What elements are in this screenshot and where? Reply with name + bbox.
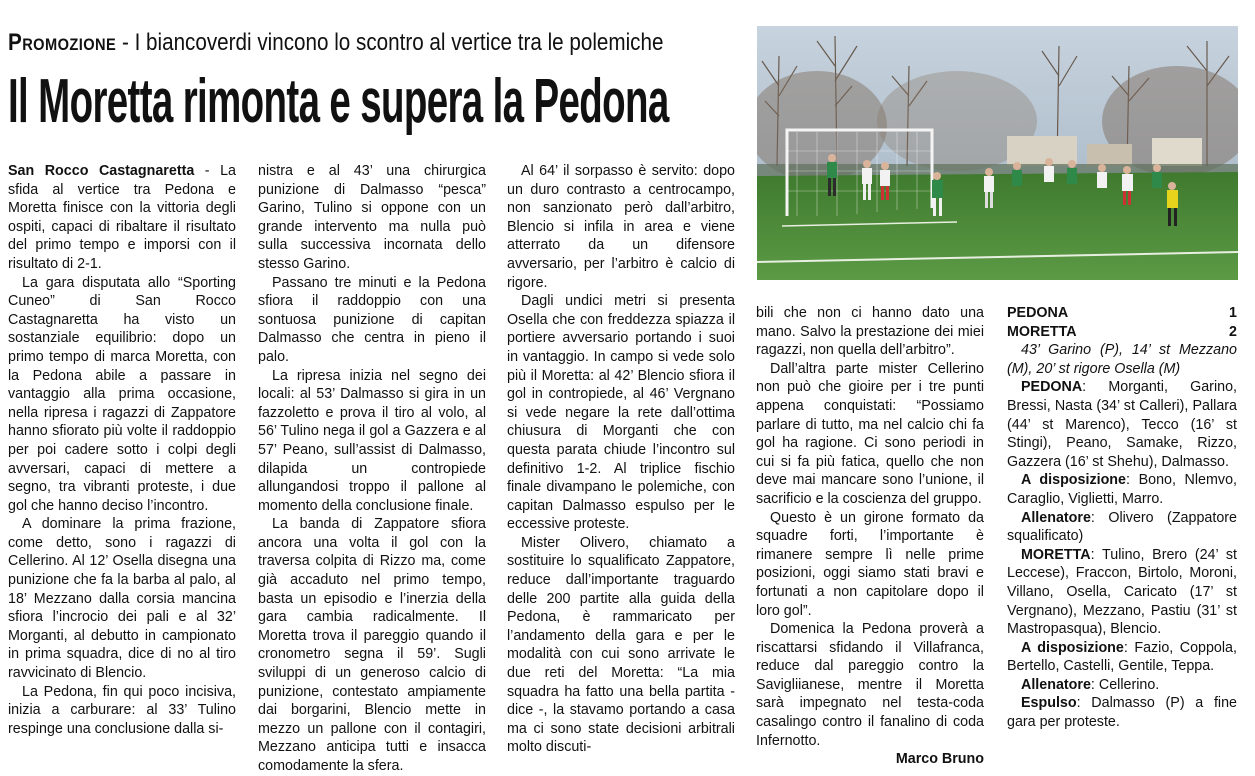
dateline-location: San Rocco Castagnaretta [8,163,195,179]
paragraph: San Rocco Castagnaretta - La sfida al vertice tra Pedona e Moretta finisce con la vittoria degli ospiti, capaci di ribaltare il risultato del primo tempo e imporsi con il risultato di 2-1. [8,163,236,272]
away-team-name: MORETTA [1007,323,1077,340]
paragraph: A dominare la prima frazione, come detto, sono i ragazzi di Cellerino. Al 12’ Osella disegna una punizione che fa la barba al palo, al 18’ Mezzano dalla corsia mancina sfiora l’incrocio dei pali e al 32’ Morganti, al debutto in campionato in prima squadra, dice di no al tiro ravvicinato di Blencio. [8,516,236,682]
football-match-image [757,26,1238,280]
article-column-4 [756,304,984,769]
match-photo [757,26,1238,280]
article-headline: Il Moretta rimonta e supera la Pedona [8,67,669,136]
home-lineup: PEDONA: Morganti, Garino, Bressi, Nasta (34’ st Calleri), Pallara (44’ st Marenco), Tecco (16’ st Stingi), Peano, Samake, Rizzo, Gazzera (16’ st Shehu), Dalmasso. [1007,379,1237,470]
paragraph: Dagli undici metri si presenta Osella che con freddezza spiazza il portiere avversario portando i suoi in vantaggio. In campo si vede solo più il Moretta: al 42’ Blencio sfiora il gol in contropiede, al 46’ Vergnano si vede negare la rete dall’ottima chiusura di Morganti che con questa parata chiude l’incontro sul definitivo 1-2. Al triplice fischio finale divampano le polemiche, con capitan Dalmasso espulso per le eccessive proteste. [507,293,735,533]
paragraph: La Pedona, fin qui poco incisiva, inizia a carburare: al 33’ Tulino respinge una conclusione dalla si- [8,683,236,737]
home-team-name: PEDONA [1007,305,1069,321]
paragraph: Dall’altra parte mister Cellerino non può che gioire per i tre punti appena conquistati: “Possiamo parlare di tutto, ma nel calcio chi fa gol ha ragione. Ci sono periodi in cui si fa più fatica, quello che non deve mai mancare sono l’unione, il sacrificio e la coscienza del gruppo. [756,360,984,507]
goal-scorers: 43’ Garino (P), 14’ st Mezzano (M), 20’ st rigore Osella (M) [1007,342,1237,377]
article-column-2 [258,162,486,776]
paragraph: bili che non ci hanno dato una mano. Salvo la prestazione dei miei ragazzi, non quella dell’arbitro”. [756,305,984,359]
paragraph: Al 64’ il sorpasso è servito: dopo un duro contrasto a centrocampo, non sanzionato però dall’arbitro, Blencio si infila in area e viene atterrato da un difensore avversario, per l’arbitro è calcio di rigore. [507,163,735,291]
paragraph: La banda di Zappatore sfiora ancora una volta il gol con la traversa colpita di Rizzo ma, come già accaduto nel primo tempo, basta un episodio e l’inerzia della gara cambia radicalmente. Il Moretta trova il pareggio quando il cronometro segna il 59’. Sugli sviluppi di un generoso calcio di punizione, contestato ampiamente dai borgarini, Blencio mette in mezzo un pallone con il contagiri, Mezzano anticipa tutti e insacca comodamente la sfera. [258,516,486,774]
away-score-row [1007,323,1237,342]
away-team-score: 2 [1229,323,1237,340]
paragraph: Domenica la Pedona proverà a riscattarsi sfidando il Villafranca, reduce dal pareggio contro la Savigliianese, mentre il Moretta sarà impegnato nel testa-coda casalingo contro il fanalino di coda Infernotto. [756,621,984,749]
article-kicker [8,28,663,58]
match-summary-box [1007,304,1237,732]
article-column-1 [8,162,236,738]
kicker-text: - I biancoverdi vincono lo scontro al vertice tra le polemiche [116,29,664,56]
author-byline: Marco Bruno [895,751,984,768]
away-lineup: MORETTA: Tulino, Brero (24’ st Leccese), Fraccon, Birtolo, Moroni, Villano, Osella, Caricato (17’ st Vergnano), Mezzano, Pastiu (31’ st Mastropasqua), Blencio. [1007,546,1237,638]
section-label: Promozione [8,29,117,56]
home-score-row [1007,304,1237,323]
home-bench: A disposizione: Bono, Nlemvo, Caraglio, Viglietti, Marro. [1007,472,1237,507]
article-column-3 [507,162,735,757]
expelled-player: Espulso: Dalmasso (P) a fine gara per proteste. [1007,695,1237,731]
paragraph: Questo è un girone formato da squadre forti, l’importante è rimanere sempre lì nelle prime posizioni, oggi siamo stati bravi e fortunati a non capitolare dopo il loro gol”. [756,509,984,619]
home-team-score: 1 [1229,305,1237,321]
paragraph: Mister Olivero, chiamato a sostituire lo squalificato Zappatore, reduce dall’importante traguardo delle 200 partite alla guida della Pedona, è rammaricato per l’andamento della gara e per le modalità con cui sono arrivate le due reti del Moretta: “La mia squadra ha fatto una bella partita - dice -, la stavamo portando a casa ma ci sono state decisioni arbitrali molto discuti- [507,534,735,756]
home-coach: Allenatore: Olivero (Zappatore squalificato) [1007,509,1237,545]
away-bench: A disposizione: Fazio, Coppola, Bertello, Castelli, Gentile, Teppa. [1007,639,1237,675]
away-coach: Allenatore: Cellerino. [1021,676,1160,693]
paragraph: Passano tre minuti e la Pedona sfiora il raddoppio con una sontuosa punizione di capitan Dalmasso che centra in pieno il palo. [258,274,486,365]
paragraph: La gara disputata allo “Sporting Cuneo” di San Rocco Castagnaretta ha visto un sostanziale equilibrio: dopo un primo tempo di marca Moretta, con la Pedona abile a passare in vantaggio alla prima occasione, nella ripresa i ragazzi di Zappatore hanno sfiorato più volte il raddoppio per poi cadere sotto i colpi degli avversari, capaci di mettere a segno, tra vibranti proteste, i due gol che hanno deciso l’incontro. [8,274,236,514]
paragraph: La ripresa inizia nel segno dei locali: al 53’ Dalmasso si gira in un fazzoletto e prova il tiro al volo, al 56’ Tulino nega il gol a Gazzera e al 57’ Peano, sull’assist di Dalmasso, dilapida un contropiede allungandosi troppo il pallone al momento della conclusione finale. [258,367,486,514]
paragraph: nistra e al 43’ una chirurgica punizione di Dalmasso “pesca” Garino, Tulino si oppone con un grande intervento ma nulla può sulla successiva incornata dello stesso Garino. [258,163,486,272]
